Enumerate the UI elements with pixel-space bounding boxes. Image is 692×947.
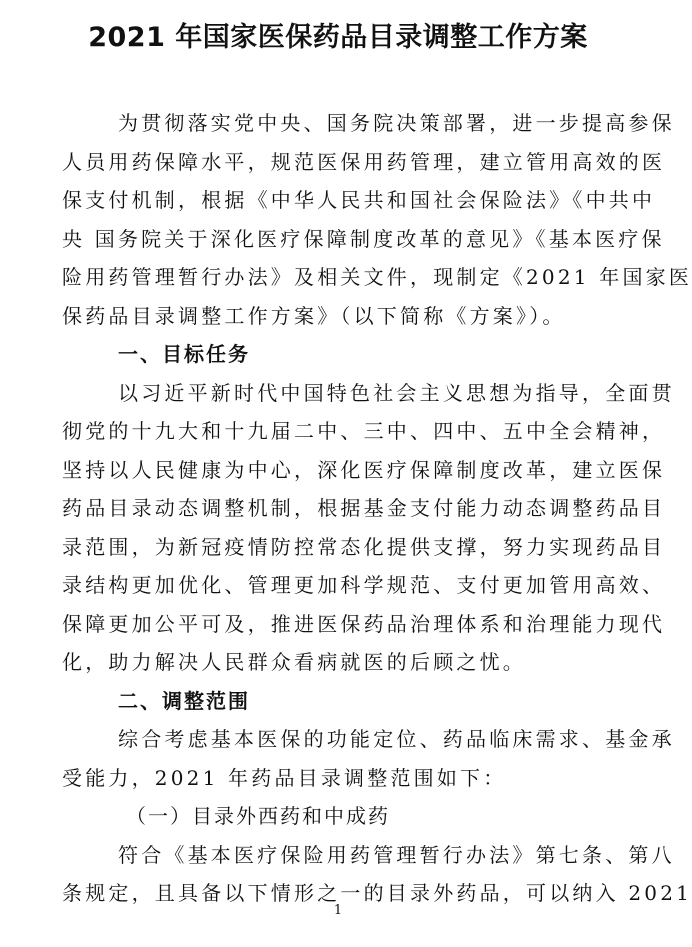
paragraph-line: 化，助力解决人民群众看病就医的后顾之忧。 (62, 650, 526, 674)
paragraph-line: 保药品目录调整工作方案》（以下简称《方案》）。 (62, 303, 566, 328)
paragraph-line: 录范围，为新冠疫情防控常态化提供支撑，努力实现药品目 (62, 534, 666, 559)
paragraph-line: 符合《基本医疗保险用药管理暂行办法》第七条、第八 (118, 842, 675, 867)
paragraph-line: 央 国务院关于深化医疗保障制度改革的意见》《基本医疗保 (62, 226, 665, 251)
section-heading: 一、目标任务 (118, 342, 250, 366)
paragraph-line: 药品目录动态调整机制，根据基金支付能力动态调整药品目 (62, 496, 666, 520)
paragraph-line: 保支付机制，根据《中华人民共和国社会保险法》《中共中 (62, 188, 656, 212)
paragraph-line: 受能力，2021 年药品目录调整范围如下： (62, 765, 507, 790)
document-body (62, 104, 692, 913)
paragraph-line: 为贯彻落实党中央、国务院决策部署，进一步提高参保 (118, 111, 675, 135)
paragraph-line: 彻党的十九大和十九届二中、三中、四中、五中全会精神， (62, 419, 666, 443)
paragraph-line: 人员用药保障水平，规范医保用药管理，建立管用高效的医 (62, 149, 666, 174)
document-title: 2021 年国家医保药品目录调整工作方案 (88, 22, 588, 53)
paragraph-line: 条规定，且具备以下情形之一的目录外药品，可以纳入 2021 (62, 881, 692, 905)
paragraph-line: 录结构更加优化、管理更加科学规范、支付更加管用高效、 (62, 573, 666, 597)
subsection-heading: （一）目录外西药和中成药 (126, 804, 390, 828)
paragraph-line: 险用药管理暂行办法》及相关文件，现制定《2021 年国家医 (62, 265, 692, 289)
paragraph-line: 综合考虑基本医保的功能定位、药品临床需求、基金承 (118, 727, 675, 751)
section-heading: 二、调整范围 (118, 688, 250, 713)
paragraph-line: 以习近平新时代中国特色社会主义思想为指导，全面贯 (118, 380, 675, 405)
page-number: 1 (333, 903, 343, 918)
paragraph-line: 保障更加公平可及，推进医保药品治理体系和治理能力现代 (62, 611, 666, 636)
paragraph-line: 坚持以人民健康为中心，深化医疗保障制度改革，建立医保 (62, 457, 666, 482)
